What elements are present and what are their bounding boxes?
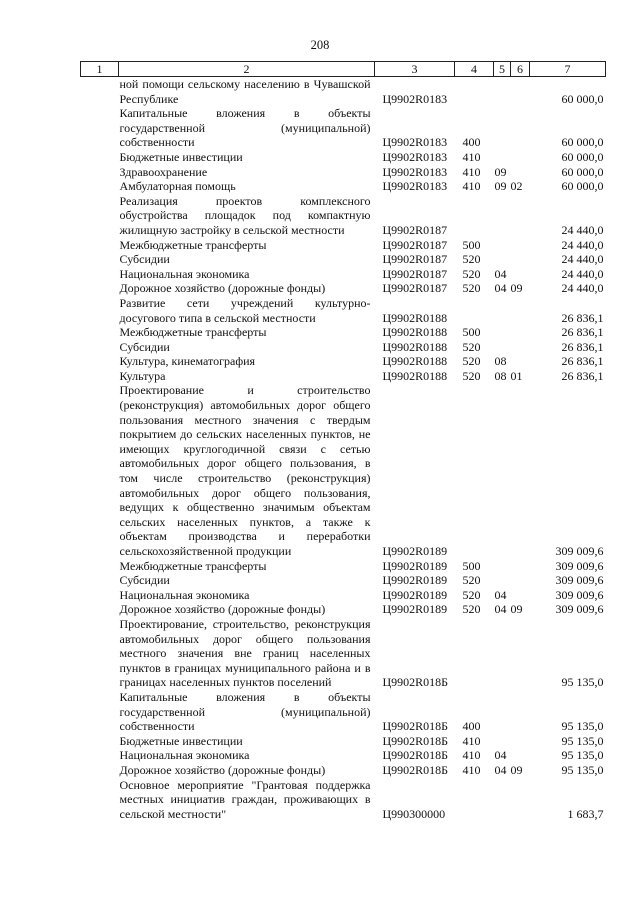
row-subsection <box>511 690 530 734</box>
row-target-code: Ц9902R0187 <box>382 266 448 281</box>
row-amount: 60 000,0 <box>561 179 604 194</box>
table-row <box>81 778 606 822</box>
row-amount: 309 009,6 <box>555 573 604 588</box>
row-subsection <box>511 340 530 355</box>
row-subsection <box>511 354 530 369</box>
cell-col1 <box>81 748 119 763</box>
row-target-code: Ц9902R0183 <box>382 135 448 150</box>
column-header-7: 7 <box>530 62 606 77</box>
row-section <box>494 325 511 340</box>
cell-col1 <box>81 194 119 238</box>
row-amount: 24 440,0 <box>561 237 604 252</box>
cell-col1 <box>81 778 119 822</box>
page-number: 208 <box>310 38 330 52</box>
cell-col1 <box>81 179 119 194</box>
row-subsection <box>511 325 530 340</box>
cell-col1 <box>81 690 119 734</box>
column-header-1: 1 <box>81 62 119 77</box>
row-amount: 309 009,6 <box>555 558 604 573</box>
cell-col1 <box>81 165 119 180</box>
row-subsection: 02 <box>510 179 523 194</box>
row-name: Дорожное хозяйство (дорожные фонды) <box>119 762 326 777</box>
cell-col1 <box>81 573 119 588</box>
cell-col1 <box>81 763 119 778</box>
row-section <box>494 559 511 574</box>
column-header-4: 4 <box>455 62 494 77</box>
row-target-code: Ц9902R0188 <box>382 310 448 325</box>
row-target-code: Ц9902R0188 <box>382 354 448 369</box>
row-section <box>494 150 511 165</box>
row-subsection <box>511 165 530 180</box>
table-row <box>81 150 606 165</box>
row-amount: 60 000,0 <box>561 164 604 179</box>
row-expense-type: 520 <box>462 573 481 588</box>
row-section: 04 <box>494 602 507 617</box>
row-name: Субсидии <box>119 252 170 267</box>
row-section <box>494 238 511 253</box>
row-expense-type: 410 <box>462 149 481 164</box>
row-name: Культура, кинематография <box>119 354 256 369</box>
row-name: Межбюджетные трансферты <box>119 558 267 573</box>
row-section <box>494 296 511 325</box>
row-target-code: Ц990300000 <box>382 806 446 821</box>
row-subsection <box>511 296 530 325</box>
row-amount: 60 000,0 <box>561 149 604 164</box>
row-section: 09 <box>494 164 507 179</box>
row-section <box>494 194 511 238</box>
row-expense-type: 520 <box>462 602 481 617</box>
row-amount: 95 135,0 <box>561 675 604 690</box>
row-name: Дорожное хозяйство (дорожные фонды) <box>119 281 326 296</box>
row-section: 04 <box>494 587 507 602</box>
row-amount: 26 836,1 <box>561 368 604 383</box>
table-row <box>81 194 606 238</box>
row-amount: 24 440,0 <box>561 266 604 281</box>
table-row <box>81 617 606 690</box>
row-name: Национальная экономика <box>119 748 250 763</box>
row-name: Бюджетные инвестиции <box>119 733 243 748</box>
row-name: Капитальные вложения в объекты государственной (муниципальной) собственности <box>119 106 371 150</box>
row-subsection <box>511 106 530 150</box>
row-target-code: Ц9902R0189 <box>382 573 448 588</box>
row-target-code: Ц9902R0183 <box>382 179 448 194</box>
table-row <box>81 588 606 603</box>
row-expense-type <box>455 296 494 325</box>
row-amount: 24 440,0 <box>561 281 604 296</box>
row-amount: 95 135,0 <box>561 748 604 763</box>
row-name: Проектирование, строительство, реконструкция автомобильных дорог общего пользования местного значения вне границ населенных пунктов в границах муниципального района и в границах населенных пунктов поселений <box>119 616 371 690</box>
table-row <box>81 296 606 325</box>
row-target-code: Ц9902R018Б <box>382 733 449 748</box>
row-subsection <box>511 77 530 107</box>
row-section: 08 <box>494 368 507 383</box>
row-target-code: Ц9902R0189 <box>382 544 448 558</box>
row-subsection: 09 <box>510 602 523 617</box>
table-row <box>81 734 606 749</box>
row-target-code: Ц9902R0187 <box>382 252 448 267</box>
table-body <box>81 77 606 822</box>
cell-col1 <box>81 150 119 165</box>
row-target-code: Ц9902R0189 <box>382 602 448 617</box>
row-expense-type <box>455 778 494 822</box>
row-name: Межбюджетные трансферты <box>119 325 267 340</box>
table-row <box>81 77 606 107</box>
budget-table <box>80 61 606 821</box>
row-expense-type: 500 <box>462 325 481 340</box>
row-subsection <box>511 617 530 690</box>
cell-col1 <box>81 354 119 369</box>
row-target-code: Ц9902R0183 <box>382 91 448 106</box>
row-amount: 1 683,7 <box>567 806 604 821</box>
table-header-row <box>81 62 606 77</box>
table-row <box>81 252 606 267</box>
row-section: 04 <box>494 748 507 763</box>
table-row <box>81 690 606 734</box>
table-row <box>81 559 606 574</box>
row-section <box>494 734 511 749</box>
row-subsection: 01 <box>510 368 523 383</box>
row-section <box>494 573 511 588</box>
row-expense-type: 410 <box>462 164 481 179</box>
row-subsection: 09 <box>510 762 523 777</box>
row-name: Проектирование и строительство (реконструкция) автомобильных дорог общего пользования местного значения с твердым покрытием до сельских населенных пунктов, не имеющих круглогодичной связи с сетью автомобильных дорог общего пользования, в том числе строительство (реконструкция) автомобильных дорог общего пользования, ведущих к общественно значимым объектам сельских населенных пунктов, а также к объектам производства и переработки сельскохозяйственной продукции <box>119 383 371 558</box>
row-amount: 95 135,0 <box>561 762 604 777</box>
cell-col1 <box>81 267 119 282</box>
row-expense-type <box>455 383 494 558</box>
row-target-code: Ц9902R0189 <box>382 558 448 573</box>
row-amount: 26 836,1 <box>561 354 604 369</box>
table-row <box>81 281 606 296</box>
cell-col1 <box>81 559 119 574</box>
row-expense-type <box>455 617 494 690</box>
row-expense-type: 400 <box>462 135 481 150</box>
row-amount: 26 836,1 <box>561 325 604 340</box>
row-amount: 26 836,1 <box>561 310 604 325</box>
column-header-5: 5 <box>494 62 511 77</box>
table-row <box>81 325 606 340</box>
row-target-code: Ц9902R0188 <box>382 325 448 340</box>
table-row <box>81 179 606 194</box>
row-section: 04 <box>494 281 507 296</box>
row-subsection <box>511 734 530 749</box>
table-row <box>81 383 606 558</box>
row-amount: 95 135,0 <box>561 733 604 748</box>
table-row <box>81 267 606 282</box>
cell-col1 <box>81 281 119 296</box>
cell-col1 <box>81 383 119 558</box>
row-expense-type: 410 <box>462 733 481 748</box>
row-amount: 60 000,0 <box>561 91 604 106</box>
row-section <box>494 252 511 267</box>
row-expense-type: 400 <box>462 719 481 734</box>
row-section <box>494 340 511 355</box>
row-amount: 60 000,0 <box>561 135 604 150</box>
column-header-3: 3 <box>375 62 455 77</box>
table-row <box>81 238 606 253</box>
cell-col1 <box>81 296 119 325</box>
row-name: Культура <box>119 368 166 383</box>
row-expense-type <box>455 77 494 107</box>
row-target-code: Ц9902R0187 <box>382 237 448 252</box>
row-amount: 309 009,6 <box>555 544 604 558</box>
row-target-code: Ц9902R0188 <box>382 368 448 383</box>
row-section: 04 <box>494 266 507 281</box>
cell-col1 <box>81 617 119 690</box>
row-expense-type <box>455 194 494 238</box>
row-section: 09 <box>494 179 507 194</box>
cell-col1 <box>81 588 119 603</box>
table-row <box>81 602 606 617</box>
row-expense-type: 520 <box>462 587 481 602</box>
row-name: Дорожное хозяйство (дорожные фонды) <box>119 602 326 617</box>
row-name: Национальная экономика <box>119 587 250 602</box>
cell-col1 <box>81 252 119 267</box>
row-subsection <box>511 267 530 282</box>
row-target-code: Ц9902R0183 <box>382 149 448 164</box>
row-target-code: Ц9902R018Б <box>382 719 449 734</box>
row-target-code: Ц9902R018Б <box>382 675 449 690</box>
cell-col1 <box>81 340 119 355</box>
row-subsection <box>511 238 530 253</box>
row-amount: 26 836,1 <box>561 339 604 354</box>
row-subsection <box>511 252 530 267</box>
cell-col1 <box>81 369 119 384</box>
row-name: Межбюджетные трансферты <box>119 237 267 252</box>
row-expense-type: 520 <box>462 368 481 383</box>
table-row <box>81 573 606 588</box>
cell-col1 <box>81 238 119 253</box>
row-expense-type: 500 <box>462 558 481 573</box>
row-name: Субсидии <box>119 573 170 588</box>
row-target-code: Ц9902R0183 <box>382 164 448 179</box>
cell-col1 <box>81 602 119 617</box>
row-section <box>494 383 511 558</box>
table-row <box>81 106 606 150</box>
table-row <box>81 763 606 778</box>
row-target-code: Ц9902R0188 <box>382 339 448 354</box>
row-amount: 309 009,6 <box>555 602 604 617</box>
row-section: 08 <box>494 354 507 369</box>
row-expense-type: 520 <box>462 252 481 267</box>
row-section <box>494 77 511 107</box>
row-expense-type: 520 <box>462 339 481 354</box>
table-row <box>81 369 606 384</box>
row-section <box>494 690 511 734</box>
cell-col1 <box>81 77 119 107</box>
cell-col1 <box>81 106 119 150</box>
row-name: ной помощи сельскому населению в Чувашской Республике <box>119 77 371 106</box>
row-expense-type: 410 <box>462 748 481 763</box>
row-subsection <box>511 383 530 558</box>
row-name: Основное мероприятие "Грантовая поддержка местных инициатив граждан, проживающих в сельской местности" <box>119 777 371 821</box>
row-name: Субсидии <box>119 339 170 354</box>
row-subsection <box>511 588 530 603</box>
table-row <box>81 165 606 180</box>
row-amount: 24 440,0 <box>561 252 604 267</box>
row-section <box>494 617 511 690</box>
table-row <box>81 354 606 369</box>
row-subsection: 09 <box>510 281 523 296</box>
row-name: Капитальные вложения в объекты государственной (муниципальной) собственности <box>119 689 371 734</box>
cell-col1 <box>81 325 119 340</box>
row-expense-type: 520 <box>462 354 481 369</box>
row-expense-type: 410 <box>462 179 481 194</box>
row-expense-type: 520 <box>462 281 481 296</box>
row-section <box>494 106 511 150</box>
row-target-code: Ц9902R0187 <box>382 281 448 296</box>
row-name: Национальная экономика <box>119 266 250 281</box>
row-expense-type: 410 <box>462 762 481 777</box>
row-expense-type: 520 <box>462 266 481 281</box>
row-target-code: Ц9902R018Б <box>382 748 449 763</box>
row-target-code: Ц9902R0189 <box>382 587 448 602</box>
row-amount: 24 440,0 <box>561 222 604 237</box>
row-name: Здравоохранение <box>119 164 208 179</box>
row-section: 04 <box>494 762 507 777</box>
row-name: Амбулаторная помощь <box>119 179 236 194</box>
table-row <box>81 748 606 763</box>
row-subsection <box>511 559 530 574</box>
cell-col1 <box>81 734 119 749</box>
row-amount: 309 009,6 <box>555 587 604 602</box>
row-name: Реализация проектов комплексного обустройства площадок под компактную жилищную застройку в сельской местности <box>119 193 371 237</box>
row-amount: 95 135,0 <box>561 719 604 734</box>
row-subsection <box>511 748 530 763</box>
row-target-code: Ц9902R0187 <box>382 222 448 237</box>
row-target-code: Ц9902R018Б <box>382 762 449 777</box>
row-subsection <box>511 150 530 165</box>
row-name: Бюджетные инвестиции <box>119 149 243 164</box>
row-subsection <box>511 778 530 822</box>
row-name: Развитие сети учреждений культурно-досугового типа в сельской местности <box>119 295 371 325</box>
row-subsection <box>511 194 530 238</box>
column-header-6: 6 <box>511 62 530 77</box>
row-subsection <box>511 573 530 588</box>
row-section <box>494 778 511 822</box>
column-header-2: 2 <box>119 62 375 77</box>
row-expense-type: 500 <box>462 237 481 252</box>
table-row <box>81 340 606 355</box>
